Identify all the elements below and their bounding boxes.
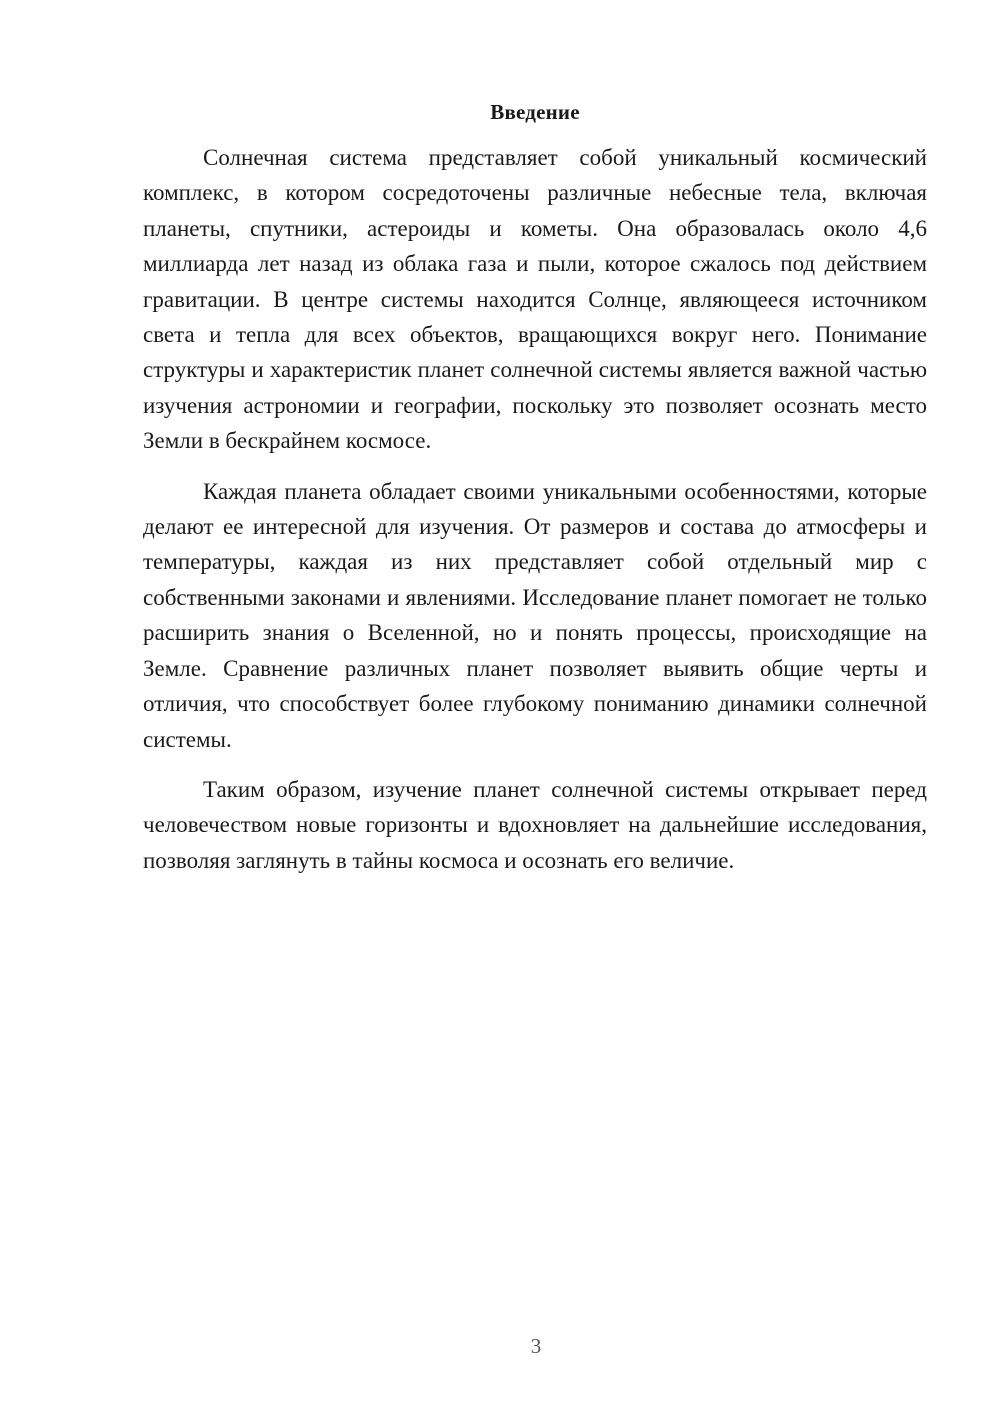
paragraph-2: Каждая планета обладает своими уникальными особенностями, которые делают ее интересной для изучения. От размеров и состава до атмосферы и температуры, каждая из них представляет собой отдельный мир с собственными законами и явлениями. Исследование планет помогает не только расширить знания о Вселенной, но и понять процессы, происходящие на Земле. Сравнение различных планет позволяет выявить общие черты и отличия, что способствует более глубокому пониманию динамики солнечной системы. [143,478,927,752]
paragraph-1: Солнечная система представляет собой уникальный космический комплекс, в котором сосредоточены различные небесные тела, включая планеты, спутники, астероиды и кометы. Она образовалась около 4,6 миллиарда лет назад из облака газа и пыли, которое сжалось под действием гравитации. В центре системы находится Солнце, являющееся источником света и тепла для всех объектов, вращающихся вокруг него. Понимание структуры и характеристик планет солнечной системы является важной частью изучения астрономии и географии, поскольку это позволяет осознать место Земли в бескрайнем космосе. [143,145,927,454]
page-number: 3 [530,1334,542,1358]
page-content [143,92,927,893]
paragraph-3: Таким образом, изучение планет солнечной системы открывает перед человечеством новые горизонты и вдохновляет на дальнейшие исследования, позволяя заглянуть в тайны космоса и осознать его величие. [143,776,927,873]
section-heading: Введение [490,100,580,124]
